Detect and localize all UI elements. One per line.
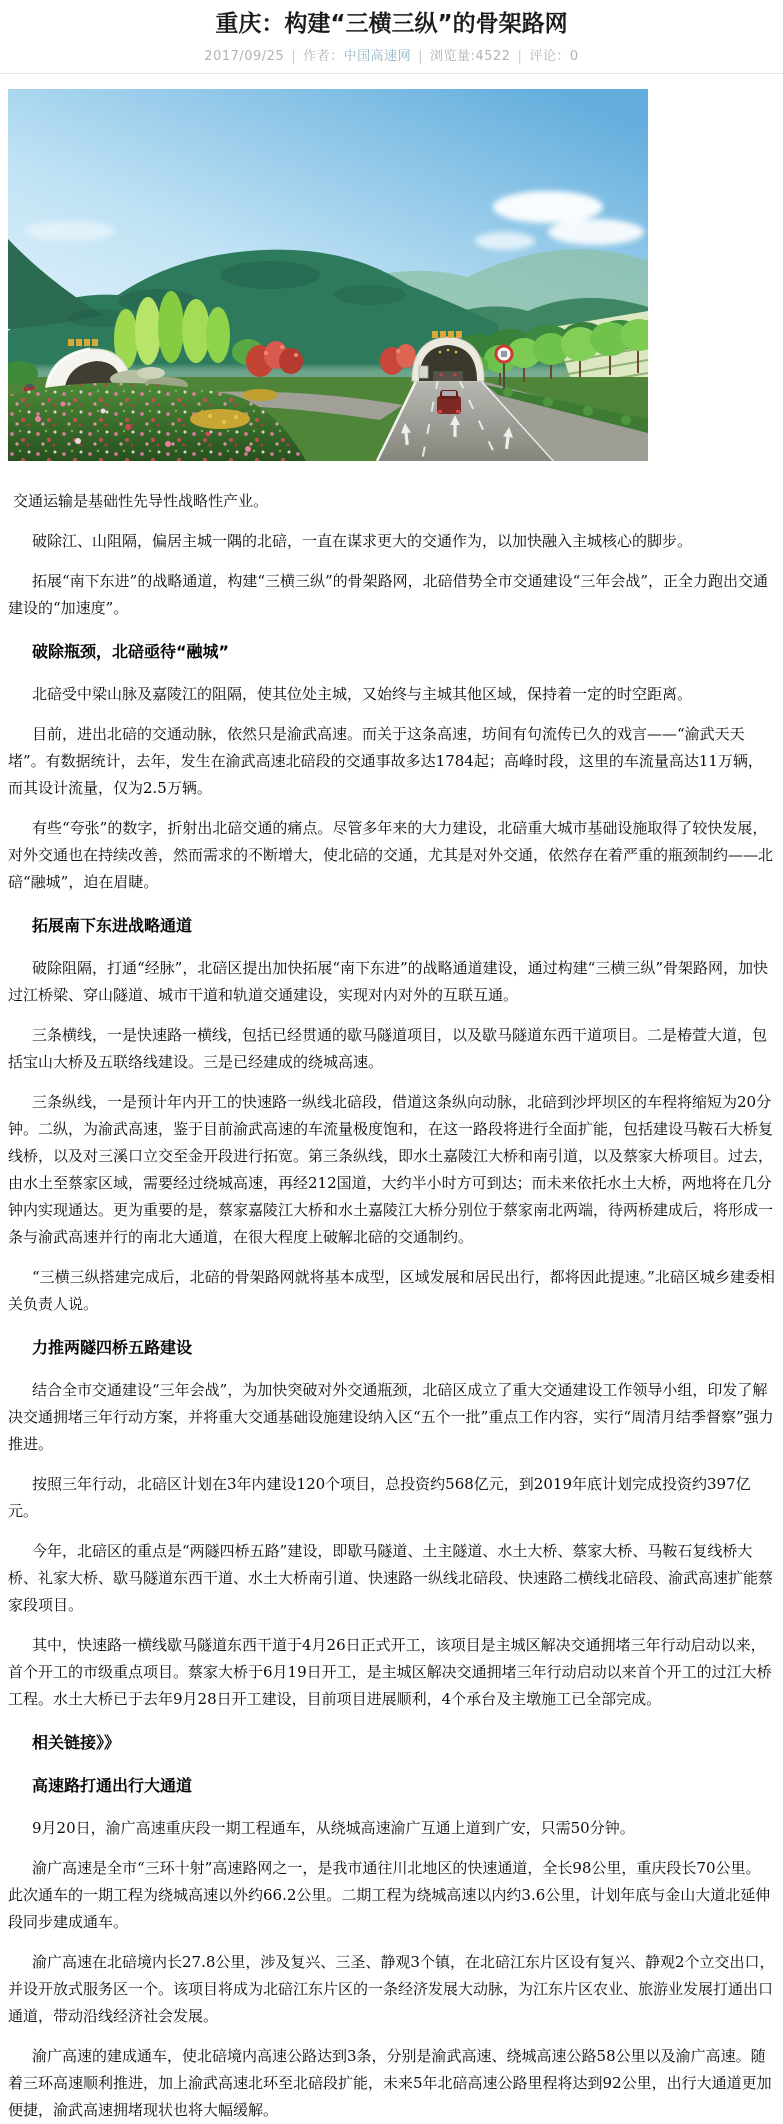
paragraph: 拓展“南下东进”的战略通道，构建“三横三纵”的骨架路网，北碚借势全市交通建设“三年会战”，正全力跑出交通建设的“加速度”。 (8, 572, 769, 618)
section-heading: 高速路打通出行大通道 (32, 1776, 193, 1796)
tunnel-rendering-illustration (8, 89, 648, 461)
article-body (8, 488, 775, 2124)
page-title: 重庆：构建“三横三纵”的骨架路网 (215, 11, 568, 37)
paragraph: 渝广高速是全市“三环十射”高速路网之一，是我市通往川北地区的快速通道，全长98公里，重庆段长70公里。此次通车的一期工程为绕城高速以外约66.2公里。二期工程为绕城高速以内约3.6公里，计划年底与金山大道北延伸段同步建成通车。 (8, 1859, 771, 1932)
paragraph: 渝广高速的建成通车，使北碚境内高速公路达到3条，分别是渝武高速、绕城高速公路58公里以及渝广高速。随着三环高速顺利推进，加上渝武高速北环至北碚段扩能，未来5年北碚高速公路里程将达到92公里，出行大通道更加便捷，渝武高速拥堵现状也将大幅缓解。 (8, 2047, 772, 2120)
meta-separator: | (418, 49, 424, 65)
paragraph: 破除江、山阻隔，偏居主城一隅的北碚，一直在谋求更大的交通作为，以加快融入主城核心的脚步。 (32, 532, 693, 551)
author-link[interactable]: 中国高速网 (343, 49, 412, 65)
paragraph: 北碚受中梁山脉及嘉陵江的阻隔，使其位处主城，又始终与主城其他区域，保持着一定的时空距离。 (32, 685, 693, 704)
hero-image (8, 89, 648, 461)
paragraph: 今年，北碚区的重点是“两隧四桥五路”建设，即歇马隧道、土主隧道、水土大桥、蔡家大桥、马鞍石复线桥大桥、礼家大桥、歇马隧道东西干道、水土大桥南引道、快速路一纵线北碚段、快速路二横线北碚段、渝武高速扩能蔡家段项目。 (8, 1542, 774, 1615)
meta-views-label: 浏览量: (430, 49, 476, 65)
red-car (437, 390, 461, 414)
meta-views-count: 4522 (475, 49, 511, 65)
section-heading: 破除瓶颈，北碚亟待“融城” (32, 642, 230, 662)
meta-comments-label: 评论： (529, 49, 570, 65)
meta-date: 2017/09/25 (204, 49, 285, 65)
yellow-flowers (190, 409, 250, 429)
meta-author-label: 作者： (303, 49, 344, 65)
paragraph: 其中，快速路一横线歇马隧道东西干道于4月26日正式开工，该项目是主城区解决交通拥堵三年行动启动以来，首个开工的市级重点项目。蔡家大桥于6月19日开工，是主城区解决交通拥堵三年行动启动以来首个开工的过江大桥工程。水土大桥已于去年9月28日开工建设，目前项目进展顺利，4个承台及主墩施工已全部完成。 (8, 1636, 772, 1709)
flower-meadow (8, 383, 306, 461)
paragraph: 结合全市交通建设“三年会战”，为加快突破对外交通瓶颈，北碚区成立了重大交通建设工作领导小组，印发了解决交通拥堵三年行动方案，并将重大交通基础设施建设纳入区“五个一批”重点工作内容，实行“周清月结季督察”强力推进。 (8, 1381, 774, 1454)
article-meta (8, 45, 775, 64)
paragraph: 渝广高速在北碚境内长27.8公里，涉及复兴、三圣、静观3个镇，在北碚江东片区设有复兴、静观2个立交出口，并设开放式服务区一个。该项目将成为北碚江东片区的一条经济发展大动脉，为江东片区农业、旅游业发展打通出口通道，带动沿线经济社会发展。 (8, 1953, 775, 2026)
meta-comments-count: 0 (569, 49, 579, 65)
paragraph: 目前，进出北碚的交通动脉，依然只是渝武高速。而关于这条高速，坊间有句流传已久的戏言——“渝武天天堵”。有数据统计，去年，发生在渝武高速北碚段的交通事故多达1784起；高峰时段，这里的车流量高达11万辆，而其设计流量，仅为2.5万辆。 (8, 725, 763, 798)
section-heading: 力推两隧四桥五路建设 (32, 1338, 193, 1358)
paragraph: 9月20日，渝广高速重庆段一期工程通车，从绕城高速渝广互通上道到广安，只需50分钟。 (32, 1819, 635, 1838)
paragraph: 交通运输是基础性先导性战略性产业。 (13, 492, 269, 511)
paragraph: 三条横线，一是快速路一横线，包括已经贯通的歇马隧道项目，以及歇马隧道东西干道项目。二是椿萱大道，包括宝山大桥及五联络线建设。三是已经建成的绕城高速。 (8, 1026, 768, 1072)
paragraph: “三横三纵搭建完成后，北碚的骨架路网就将基本成型，区域发展和居民出行，都将因此提速。”北碚区城乡建委相关负责人说。 (8, 1268, 775, 1314)
article-page (0, 9, 783, 2124)
section-heading-related-links: 相关链接》》 (32, 1733, 121, 1753)
paragraph: 有些“夸张”的数字，折射出北碚交通的痛点。尽管多年来的大力建设，北碚重大城市基础设施取得了较快发展，对外交通也在持续改善，然而需求的不断增大，使北碚的交通，尤其是对外交通，依然存在着严重的瓶颈制约——北碚“融城”，迫在眉睫。 (8, 819, 774, 892)
meta-separator: | (291, 49, 297, 65)
truck (419, 366, 428, 378)
meta-separator: | (517, 49, 523, 65)
divider (0, 73, 783, 74)
paragraph: 三条纵线，一是预计年内开工的快速路一纵线北碚段，借道这条纵向动脉，北碚到沙坪坝区的车程将缩短为20分钟。二纵，为渝武高速，鉴于目前渝武高速的车流量极度饱和，在这一路段将进行全面扩能，包括建设马鞍石大桥复线桥，以及对三溪口立交至金开段进行拓宽。第三条纵线，即水土嘉陵江大桥和南引道，以及蔡家大桥项目。过去，由水土至蔡家区域，需要经过绕城高速，再经212国道，大约半小时方可到达；而未来依托水土大桥，两地将在几分钟内实现通达。更为重要的是，蔡家嘉陵江大桥和水土嘉陵江大桥分别位于蔡家南北两端，待两桥建成后，将形成一条与渝武高速并行的南北大通道，在很大程度上破解北碚的交通制约。 (8, 1093, 774, 1247)
paragraph: 按照三年行动，北碚区计划在3年内建设120个项目，总投资约568亿元，到2019年底计划完成投资约397亿元。 (8, 1475, 751, 1521)
paragraph: 破除阻隔，打通“经脉”，北碚区提出加快拓展“南下东进”的战略通道建设，通过构建“三横三纵”骨架路网，加快过江桥梁、穿山隧道、城市干道和轨道交通建设，实现对内对外的互联互通。 (8, 959, 769, 1005)
section-heading: 拓展南下东进战略通道 (32, 916, 193, 936)
